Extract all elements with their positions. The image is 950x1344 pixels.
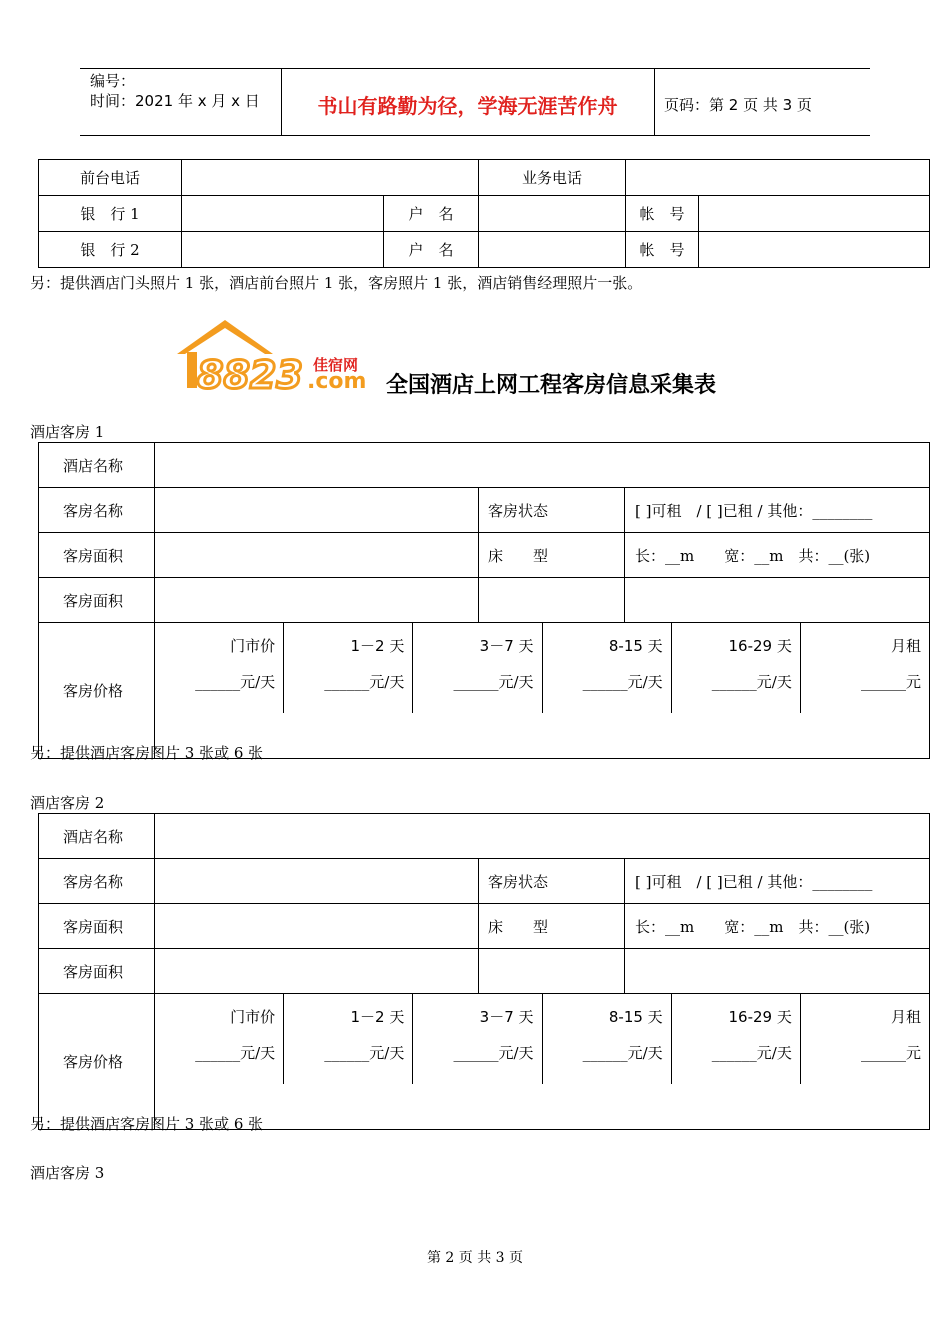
bank1-account-no-label: 帐 号 (626, 196, 699, 232)
room-area-label: 客房面积 (39, 949, 155, 994)
price-head: 月租 (891, 637, 922, 655)
room-status-label: 客房状态 (479, 488, 625, 533)
blank-cell[interactable] (625, 578, 930, 623)
room-price-grid (155, 994, 930, 1130)
document-number: 编号： (90, 72, 136, 90)
room-status-options[interactable]: [ ]可租 / [ ]已租 / 其他：________ (625, 859, 930, 904)
hotel-name-field[interactable] (155, 814, 930, 859)
price-col[interactable] (155, 994, 284, 1084)
room-area-label: 客房面积 (39, 578, 155, 623)
bed-type-label: 床 型 (479, 533, 625, 578)
blank-cell[interactable] (625, 949, 930, 994)
room-area-field[interactable] (155, 949, 479, 994)
price-col[interactable] (543, 994, 672, 1084)
price-head: 1－2 天 (350, 1008, 405, 1026)
business-phone-label: 业务电话 (479, 160, 626, 196)
price-col[interactable] (672, 994, 801, 1084)
bed-type-label: 床 型 (479, 904, 625, 949)
room-area-label: 客房面积 (39, 904, 155, 949)
bank2-field[interactable] (182, 232, 384, 268)
price-head: 16-29 天 (728, 1008, 792, 1026)
logo-tagline: 佳宿网 (313, 356, 359, 374)
price-value: ______元/天 (195, 1044, 276, 1062)
room-status-label: 客房状态 (479, 859, 625, 904)
room-price-grid (155, 623, 930, 759)
price-head: 门市价 (230, 1008, 276, 1026)
price-col[interactable] (155, 623, 284, 713)
bank1-label: 银 行 1 (39, 196, 182, 232)
price-value: ______元/天 (324, 1044, 405, 1062)
price-head: 月租 (891, 1008, 922, 1026)
price-value: ______元/天 (453, 673, 534, 691)
page-footer: 第 2 页 共 3 页 (426, 1250, 524, 1266)
form-title: 全国酒店上网工程客房信息采集表 (386, 373, 717, 398)
price-col[interactable] (284, 994, 413, 1084)
bank1-account-name-label: 户 名 (384, 196, 479, 232)
room2-note: 另：提供酒店客房图片 3 张或 6 张 (30, 1115, 264, 1133)
room-area-field[interactable] (155, 533, 479, 578)
price-col[interactable] (284, 623, 413, 713)
blank-cell[interactable] (479, 949, 625, 994)
room-name-field[interactable] (155, 859, 479, 904)
price-head: 3－7 天 (479, 1008, 534, 1026)
contact-bank-table (38, 159, 930, 268)
room1-title: 酒店客房 1 (30, 423, 105, 441)
price-col[interactable] (801, 623, 929, 713)
bed-size-field[interactable]: 长：__m 宽：__m 共：__(张) (625, 904, 930, 949)
room-area-field[interactable] (155, 578, 479, 623)
room-status-options[interactable]: [ ]可租 / [ ]已租 / 其他：________ (625, 488, 930, 533)
bank2-account-name-label: 户 名 (384, 232, 479, 268)
room-name-field[interactable] (155, 488, 479, 533)
price-col[interactable] (413, 994, 542, 1084)
room-name-label: 客房名称 (39, 859, 155, 904)
logo-digits: 8823 (197, 353, 303, 397)
price-col[interactable] (413, 623, 542, 713)
price-value: ______元/天 (582, 1044, 663, 1062)
price-head: 3－7 天 (479, 637, 534, 655)
room-area-label: 客房面积 (39, 533, 155, 578)
bank2-account-name-field[interactable] (479, 232, 626, 268)
hotel-name-label: 酒店名称 (39, 443, 155, 488)
header-motto: 书山有路勤为径，学海无涯苦作舟 (317, 94, 618, 118)
price-value: ______元/天 (453, 1044, 534, 1062)
price-head: 1－2 天 (350, 637, 405, 655)
room3-title: 酒店客房 3 (30, 1164, 105, 1182)
header-divider (654, 68, 655, 136)
bank2-account-no-field[interactable] (699, 232, 930, 268)
photo-note: 另：提供酒店门头照片 1 张，酒店前台照片 1 张，客房照片 1 张，酒店销售经理照片一张。 (30, 274, 643, 292)
price-col[interactable] (672, 623, 801, 713)
price-head: 16-29 天 (728, 637, 792, 655)
header-bottom-rule (80, 135, 870, 136)
header-page-number: 页码：第 2 页 共 3 页 (664, 96, 812, 114)
room1-table (38, 442, 930, 759)
header-top-rule (80, 68, 870, 69)
logo (175, 316, 385, 400)
bank2-label: 银 行 2 (39, 232, 182, 268)
price-value: ______元 (861, 673, 922, 691)
bed-size-field[interactable]: 长：__m 宽：__m 共：__(张) (625, 533, 930, 578)
bank1-account-no-field[interactable] (699, 196, 930, 232)
price-col[interactable] (801, 994, 929, 1084)
hotel-name-label: 酒店名称 (39, 814, 155, 859)
room2-table (38, 813, 930, 1130)
room2-title: 酒店客房 2 (30, 794, 105, 812)
logo-house-icon (175, 316, 385, 400)
price-head: 门市价 (230, 637, 276, 655)
hotel-name-field[interactable] (155, 443, 930, 488)
bank1-account-name-field[interactable] (479, 196, 626, 232)
room1-note: 另：提供酒店客房图片 3 张或 6 张 (30, 744, 264, 762)
document-time: 时间：2021 年 x 月 x 日 (90, 92, 260, 110)
front-desk-phone-field[interactable] (182, 160, 479, 196)
room-name-label: 客房名称 (39, 488, 155, 533)
price-value: ______元/天 (195, 673, 276, 691)
bank2-account-no-label: 帐 号 (626, 232, 699, 268)
price-value: ______元 (861, 1044, 922, 1062)
price-head: 8-15 天 (608, 1008, 663, 1026)
price-head: 8-15 天 (608, 637, 663, 655)
blank-cell[interactable] (479, 578, 625, 623)
price-value: ______元/天 (711, 673, 792, 691)
front-desk-phone-label: 前台电话 (39, 160, 182, 196)
price-value: ______元/天 (711, 1044, 792, 1062)
room-price-label: 客房价格 (39, 994, 155, 1130)
business-phone-field[interactable] (626, 160, 930, 196)
logo-domain: .com (307, 369, 367, 394)
bank1-field[interactable] (182, 196, 384, 232)
price-value: ______元/天 (582, 673, 663, 691)
price-value: ______元/天 (324, 673, 405, 691)
price-col[interactable] (543, 623, 672, 713)
room-price-label: 客房价格 (39, 623, 155, 759)
room-area-field[interactable] (155, 904, 479, 949)
